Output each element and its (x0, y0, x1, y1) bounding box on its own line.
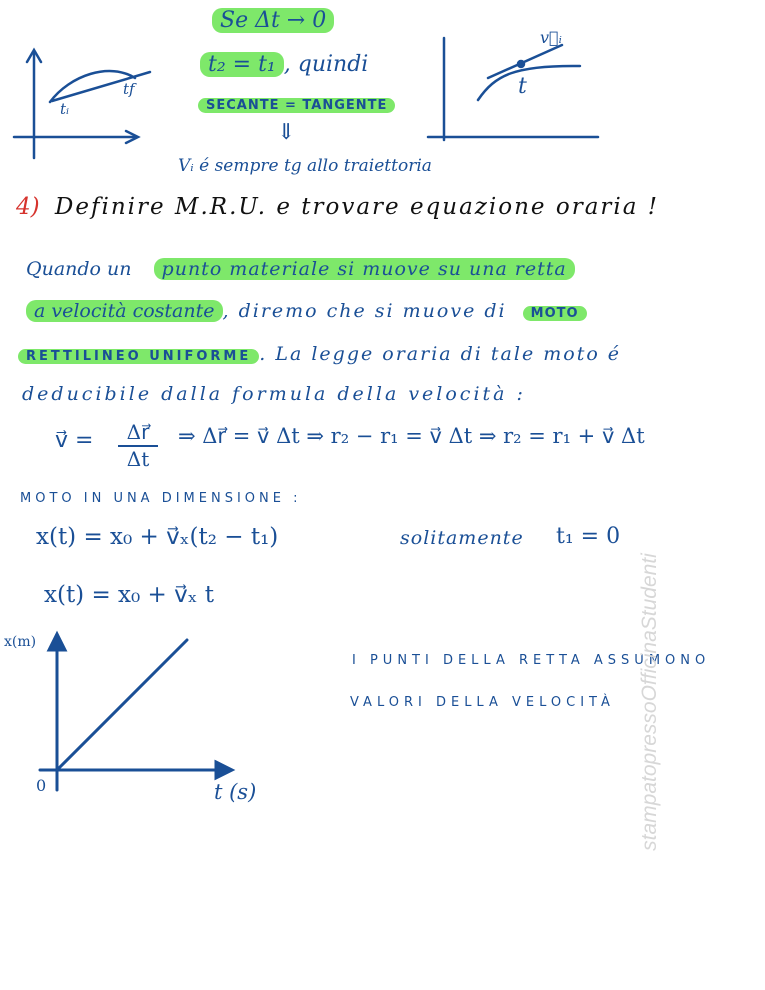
label-vi: v⃗ᵢ (540, 28, 562, 47)
paragraph-line-1: Quando un punto materiale si muove su una retta (26, 258, 575, 280)
graph-caption-1: I PUNTI DELLA RETTA ASSUMONO (352, 653, 711, 668)
formula-fraction (118, 420, 158, 471)
top-line-4: Vᵢ é sempre tg allo traiettoria (178, 156, 432, 176)
top-line-1: Se Δt → 0 (212, 8, 334, 33)
graph-x-arrow (216, 762, 232, 778)
graph-y-arrow (49, 634, 65, 650)
section-number: 4) (16, 194, 40, 220)
top-line-2: t₂ = t₁ , quindi (200, 52, 368, 77)
right-graph-curve (478, 66, 580, 100)
down-arrow: ⇓ (277, 120, 296, 145)
watermark: stampatopressoOfficinaStudenti (638, 553, 661, 851)
graph-caption-2: VALORI DELLA VELOCITÀ (350, 695, 615, 710)
graph-y-label: x(m) (4, 634, 37, 650)
paragraph-line-2: a velocità costante , diremo che si muove di MOTO (26, 300, 587, 322)
label-ti: tᵢ (60, 100, 70, 118)
motion-heading: MOTO IN UNA DIMENSIONE : (20, 491, 302, 506)
section-title: Definire M.R.U. e trovare equazione oraria ! (54, 194, 660, 220)
label-tf: tf (123, 80, 135, 98)
formula-lhs: v⃗ = (55, 428, 94, 453)
motion-equation-1: x(t) = x₀ + v⃗ₓ(t₂ − t₁) (36, 524, 279, 550)
motion-equation-2: x(t) = x₀ + v⃗ₓ t (44, 582, 215, 608)
graph-origin: 0 (36, 776, 47, 795)
paragraph-line-3: RETTILINEO UNIFORME . La legge oraria di tale moto é (18, 343, 621, 365)
motion-condition: t₁ = 0 (556, 524, 621, 549)
label-t: t (518, 74, 527, 99)
fraction-denominator: Δt (118, 445, 158, 471)
graph-x-label: t (s) (214, 780, 257, 804)
top-line-3: SECANTE = TANGENTE (198, 98, 395, 113)
motion-note: solitamente (400, 527, 524, 549)
paragraph-line-4: deducibile dalla formula della velocità : (22, 383, 526, 405)
fraction-numerator: Δr⃗ (126, 420, 150, 444)
right-graph-point (518, 61, 524, 67)
formula-rest: ⇒ Δr⃗ = v⃗ Δt ⇒ r₂ − r₁ = v⃗ Δt ⇒ r₂ = r₁ + v⃗ Δt (178, 424, 645, 448)
graph-line (57, 640, 187, 770)
section-heading (16, 194, 659, 220)
